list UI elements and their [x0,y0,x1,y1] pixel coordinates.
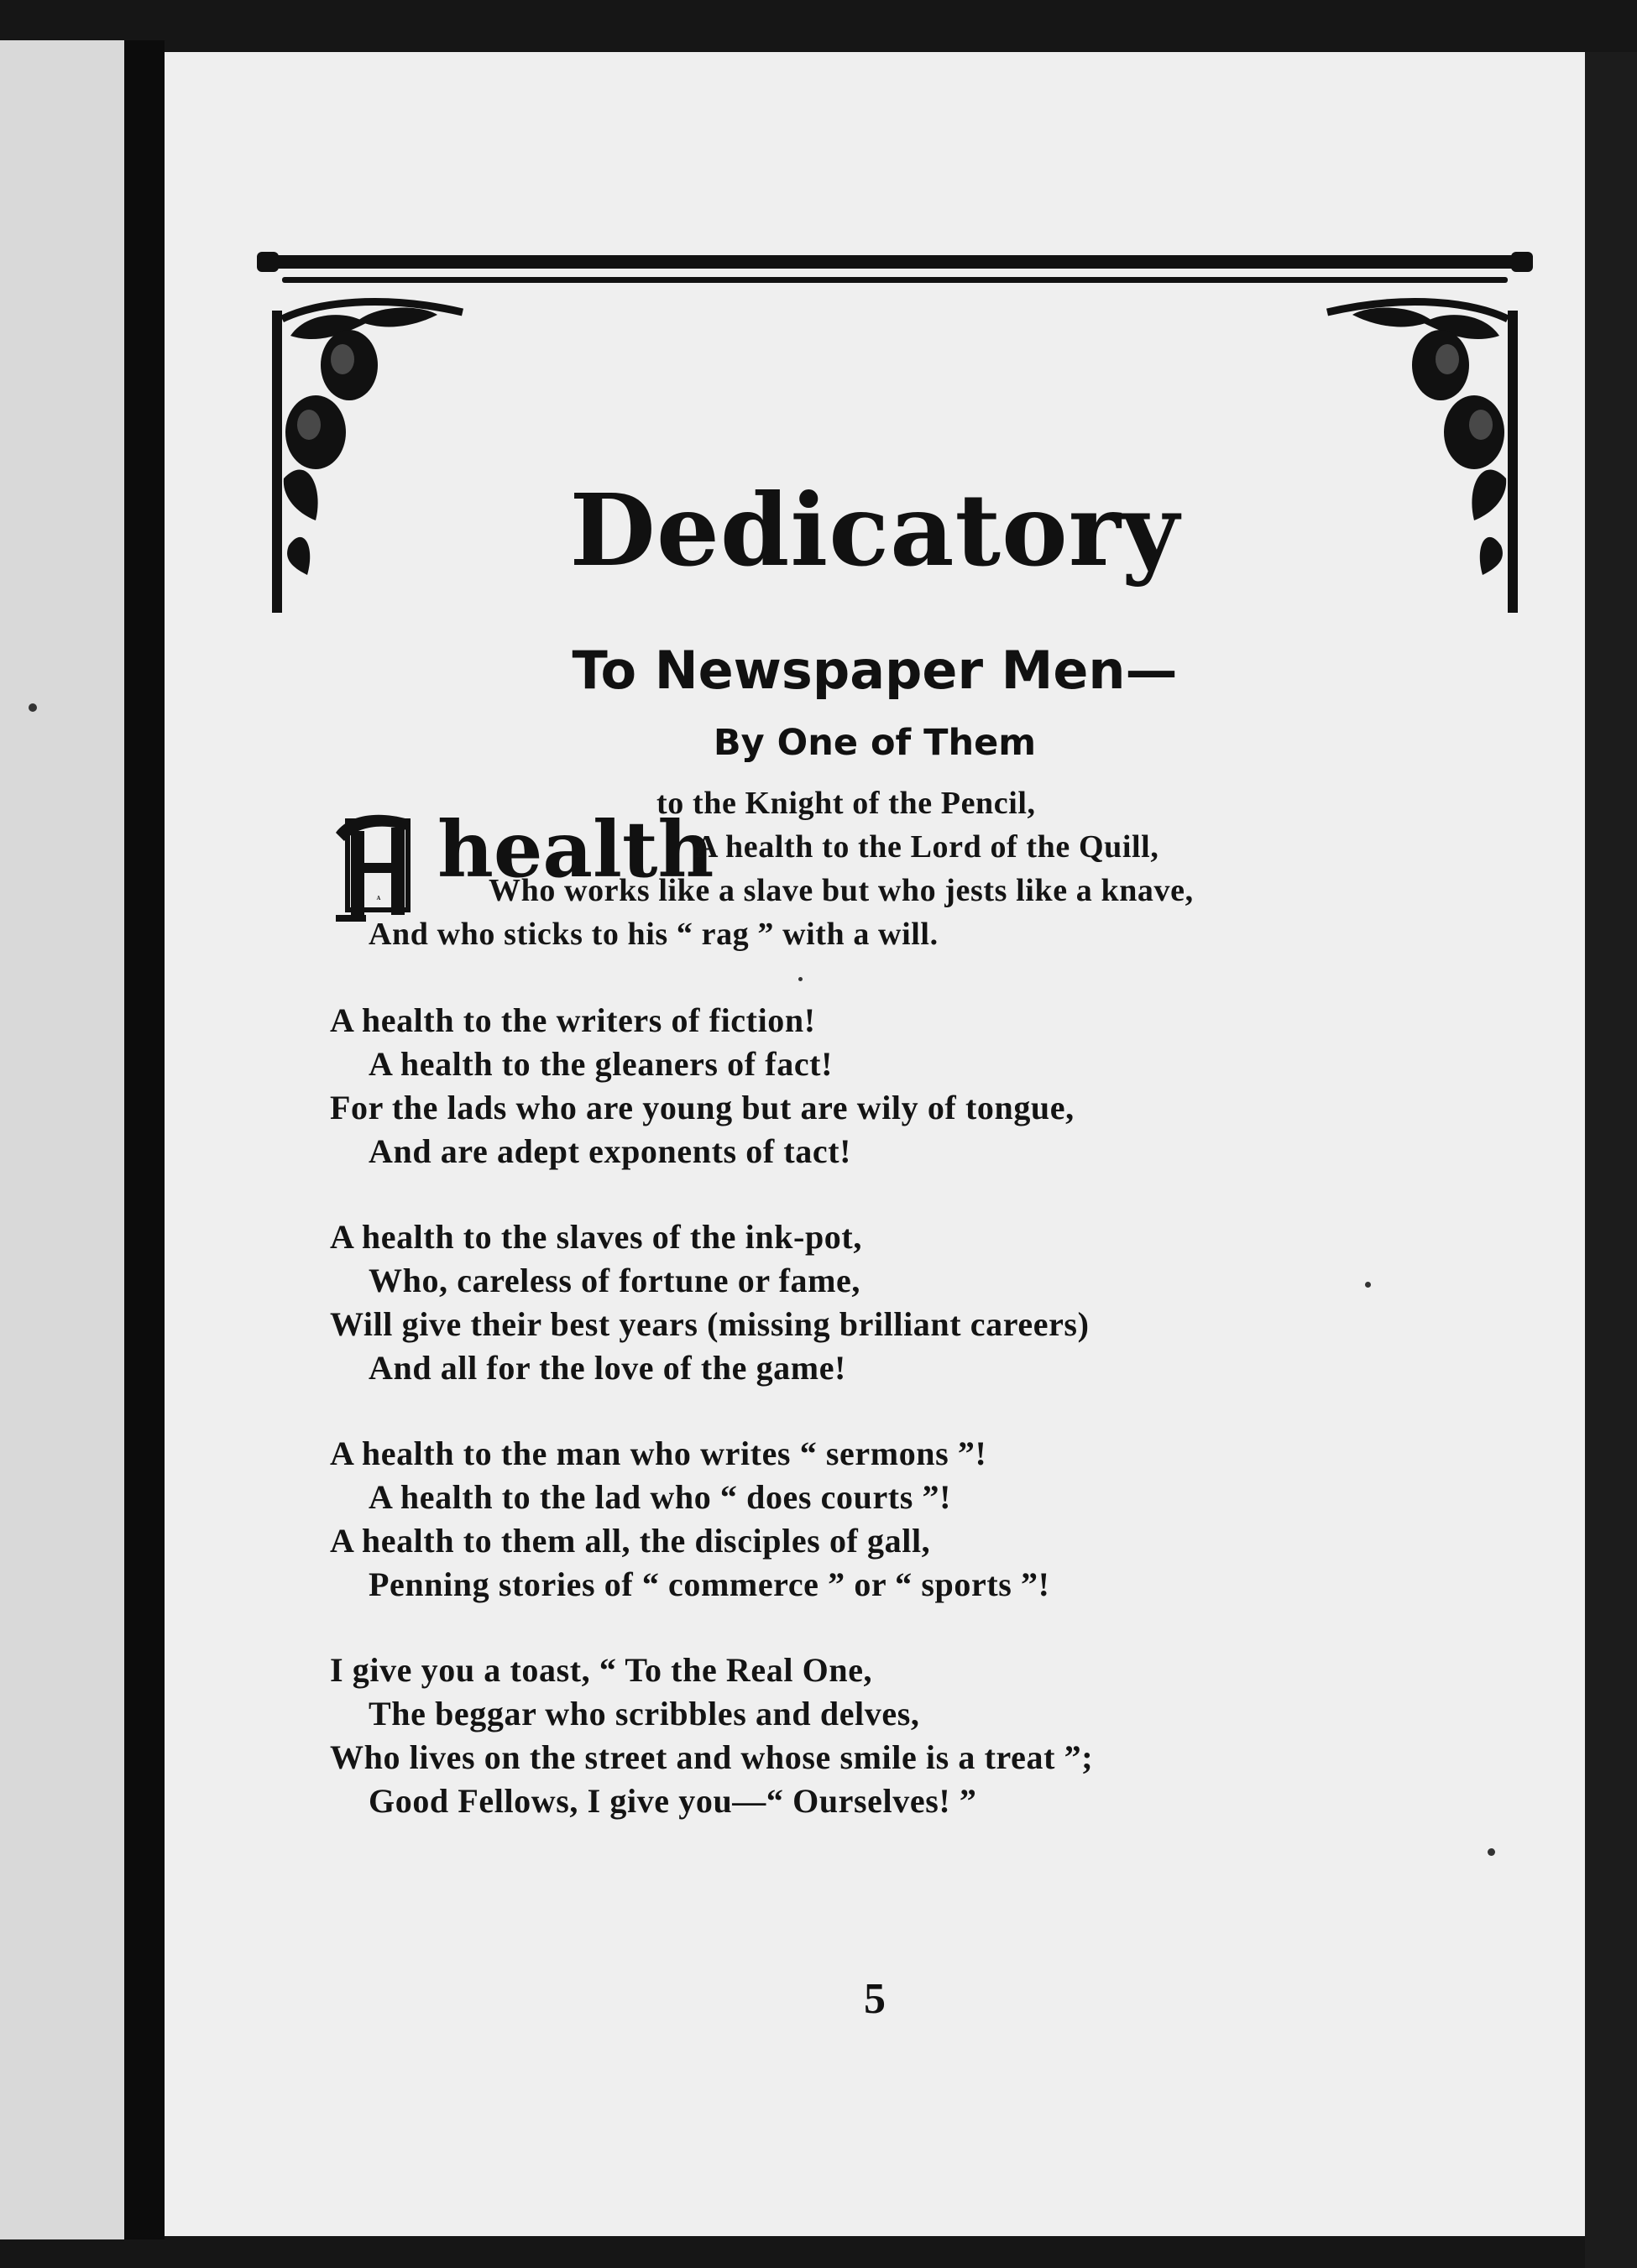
page-number: 5 [864,1975,886,2023]
book-page [165,52,1585,2236]
poem-line: A health to them all, the disciples of gall, [330,1522,931,1560]
poem-line: A health to the writers of fiction! [330,1001,816,1039]
poem-line: Who lives on the street and whose smile is a treat ”; [330,1738,1094,1776]
poem-line: A health to the slaves of the ink-pot, [330,1218,862,1256]
byline: By One of Them [713,722,1037,764]
poem-line: A health to the gleaners of fact! [369,1045,834,1083]
page-speck [29,703,37,712]
poem-line: to the Knight of the Pencil, [656,786,1036,821]
poem-line: A health to the Lord of the Quill, [695,829,1159,865]
poem-line: Penning stories of “ commerce ” or “ sports ”! [369,1565,1050,1603]
poem-line: For the lads who are young but are wily of tongue, [330,1089,1075,1126]
facing-page-edge [0,40,124,2239]
right-page-edge [1585,52,1637,2268]
dedication-subtitle: To Newspaper Men— [572,640,1178,701]
scan-speck [1488,1848,1495,1856]
poem-first-word: health [437,804,714,895]
poem-line: I give you a toast, “ To the Real One, [330,1651,873,1689]
page-title: Dedicatory [569,472,1180,588]
drop-cap-letter [332,807,425,925]
poem-line: Will give their best years (missing brilliant careers) [330,1305,1090,1343]
poem-line: Who, careless of fortune or fame, [369,1262,860,1299]
scan-speck [1365,1282,1371,1288]
poem-line: Good Fellows, I give you—“ Ourselves! ” [369,1782,977,1820]
poem-line: A health to the lad who “ does courts ”! [369,1478,952,1516]
scan-speck [798,977,803,981]
poem-line: A health to the man who writes “ sermons ”! [330,1434,987,1472]
svg-text:A: A [376,896,381,901]
poem-line: And who sticks to his “ rag ” with a will. [369,917,939,952]
poem-line: And all for the love of the game! [369,1349,846,1387]
poem-line: Who works like a slave but who jests like a knave, [489,873,1194,908]
book-gutter [124,40,165,2239]
poem-line: The beggar who scribbles and delves, [369,1695,920,1732]
poem-line: And are adept exponents of tact! [369,1132,852,1170]
